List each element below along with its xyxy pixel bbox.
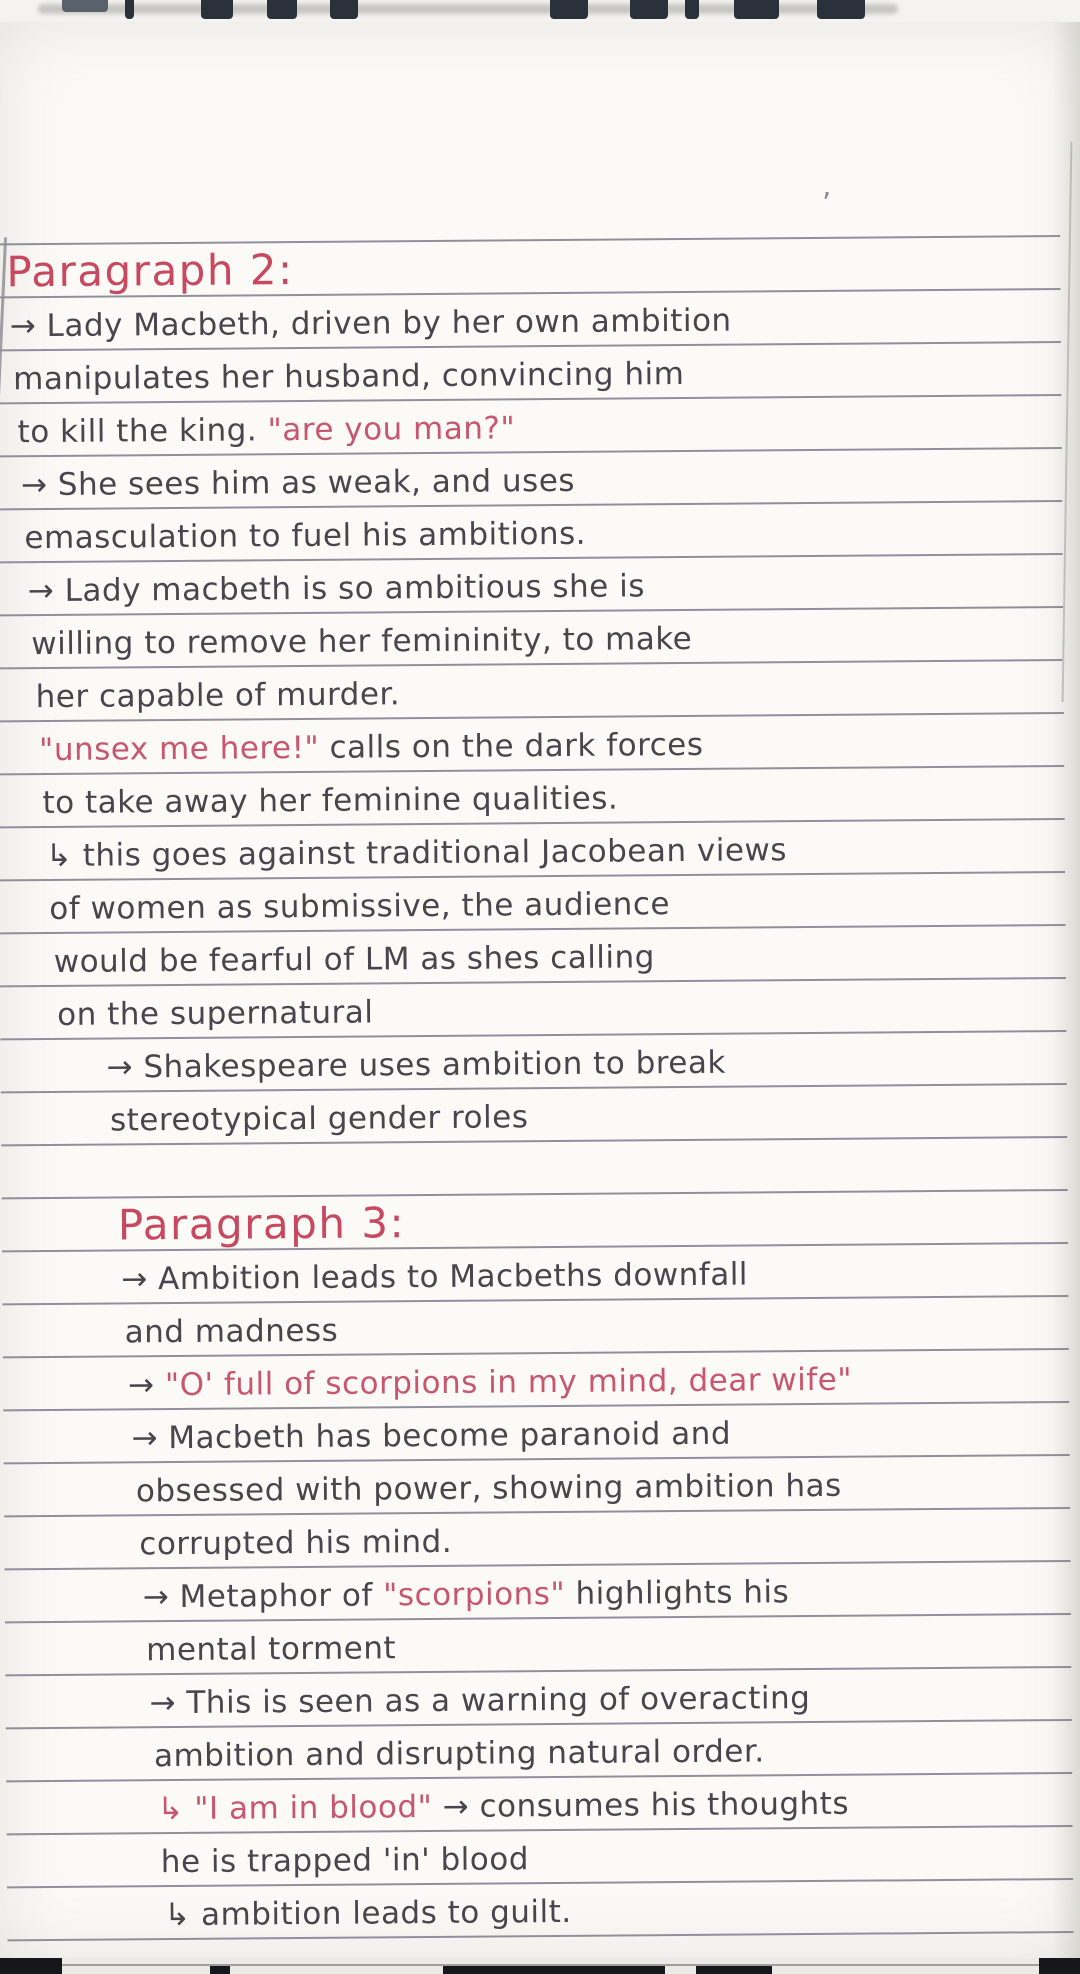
handwritten-line [0,449,1062,510]
pencil-text: highlights his [565,1574,790,1612]
surface-stripe [62,0,108,12]
red-ink-text: Paragraph 2: [6,245,294,297]
handwritten-line [0,979,1066,1040]
surface-stripe [1039,1958,1080,1974]
paragraph-heading [0,237,1061,298]
pencil-text: → Lady Macbeth, driven by her own ambition [9,302,732,345]
pencil-text: → [127,1367,166,1404]
pencil-text: → Shakespeare uses ambition to break [106,1044,727,1086]
pencil-text: obsessed with power, showing ambition has [135,1467,842,1510]
pencil-text: willing to remove her femininity, to make [31,620,693,663]
handwritten-line [0,290,1061,351]
red-ink-text: ↳ "I am in blood" [157,1789,433,1828]
surface-stripe [550,0,588,19]
pencil-text: → Macbeth has become paranoid and [131,1415,732,1457]
pencil-text: would be fearful of LM as shes calling [53,939,656,980]
pencil-text: → Lady macbeth is so ambitious she is [27,568,646,610]
pencil-text: he is trapped 'in' blood [160,1841,530,1881]
pencil-text: stereotypical gender roles [109,1099,529,1139]
handwritten-line [4,1509,1070,1570]
surface-stripe [817,0,865,19]
handwritten-line [0,608,1063,669]
surface-stripe [685,0,699,19]
surface-stripe [210,1966,230,1974]
pencil-text: on the supernatural [57,994,374,1033]
surface-stripe [125,0,134,19]
blank-ruled-line [1,1138,1067,1199]
handwritten-line [3,1403,1069,1464]
surface-stripe [267,0,297,19]
pencil-text: to take away her feminine qualities. [42,780,619,822]
notebook-page [0,22,1080,1958]
surface-stripe [696,1966,772,1974]
handwritten-line [5,1668,1071,1729]
paragraph-heading [2,1191,1068,1252]
handwritten-line [0,555,1063,616]
handwritten-line [7,1880,1073,1941]
surface-stripe [330,0,358,19]
red-ink-text: Paragraph 3: [117,1198,406,1250]
handwritten-line [0,343,1061,404]
pencil-text: to kill the king. [17,412,268,451]
handwritten-line [1,1085,1067,1146]
pencil-text: of women as submissive, the audience [49,886,671,928]
pencil-text: ↳ ambition leads to guilt. [164,1893,572,1934]
pencil-text: and madness [124,1312,339,1351]
handwritten-line [2,1244,1068,1305]
pencil-text: → Ambition leads to Macbeths downfall [121,1256,749,1298]
red-ink-text: "are you man?" [267,410,516,449]
surface-stripe [734,0,779,19]
handwritten-line [0,820,1065,881]
handwritten-line [0,926,1066,987]
pencil-text: ↳ this goes against traditional Jacobean views [45,832,788,875]
handwritten-line [0,1032,1066,1093]
pencil-text: manipulates her husband, convincing him [13,355,685,398]
red-ink-text: "O' full of scorpions in my mind, dear wife" [164,1361,853,1404]
handwritten-line [4,1456,1070,1517]
pencil-text: her capable of murder. [35,676,401,716]
pencil-text: → She sees him as weak, and uses [20,462,576,504]
handwritten-line [7,1827,1073,1888]
handwritten-line [3,1350,1069,1411]
handwritten-line [0,502,1063,563]
red-ink-text: "scorpions" [383,1575,566,1614]
pencil-text: ambition and disrupting natural order. [153,1733,765,1775]
pencil-text: → This is seen as a warning of overacting [149,1680,811,1722]
handwritten-line [0,767,1065,828]
pencil-text: emasculation to fuel his ambitions. [24,515,587,557]
pencil-text: → Metaphor of [142,1577,384,1616]
handwritten-line [0,661,1064,722]
background-surface-bottom [0,1956,1080,1974]
surface-stripe [201,0,233,19]
handwritten-line [0,396,1062,457]
handwritten-line [0,714,1064,775]
handwritten-line [6,1774,1072,1835]
pencil-text: mental torment [146,1630,397,1669]
handwritten-line [2,1297,1068,1358]
handwritten-line [5,1562,1071,1623]
handwritten-line [5,1615,1071,1676]
pencil-text: calls on the dark forces [319,726,704,766]
surface-stripe [630,0,668,19]
ruled-rows [0,235,1073,1941]
surface-stripe [0,1958,62,1974]
stray-pen-mark: ’ [821,186,832,222]
page-right-shadow [1052,22,1080,1958]
pencil-text: corrupted his mind. [139,1523,453,1563]
handwritten-line [0,873,1066,934]
surface-stripe [443,1966,665,1974]
ruled-sheet [0,17,1080,1961]
pencil-text: → consumes his thoughts [432,1785,850,1826]
red-ink-text: "unsex me here!" [38,729,320,769]
handwritten-line [6,1721,1072,1782]
